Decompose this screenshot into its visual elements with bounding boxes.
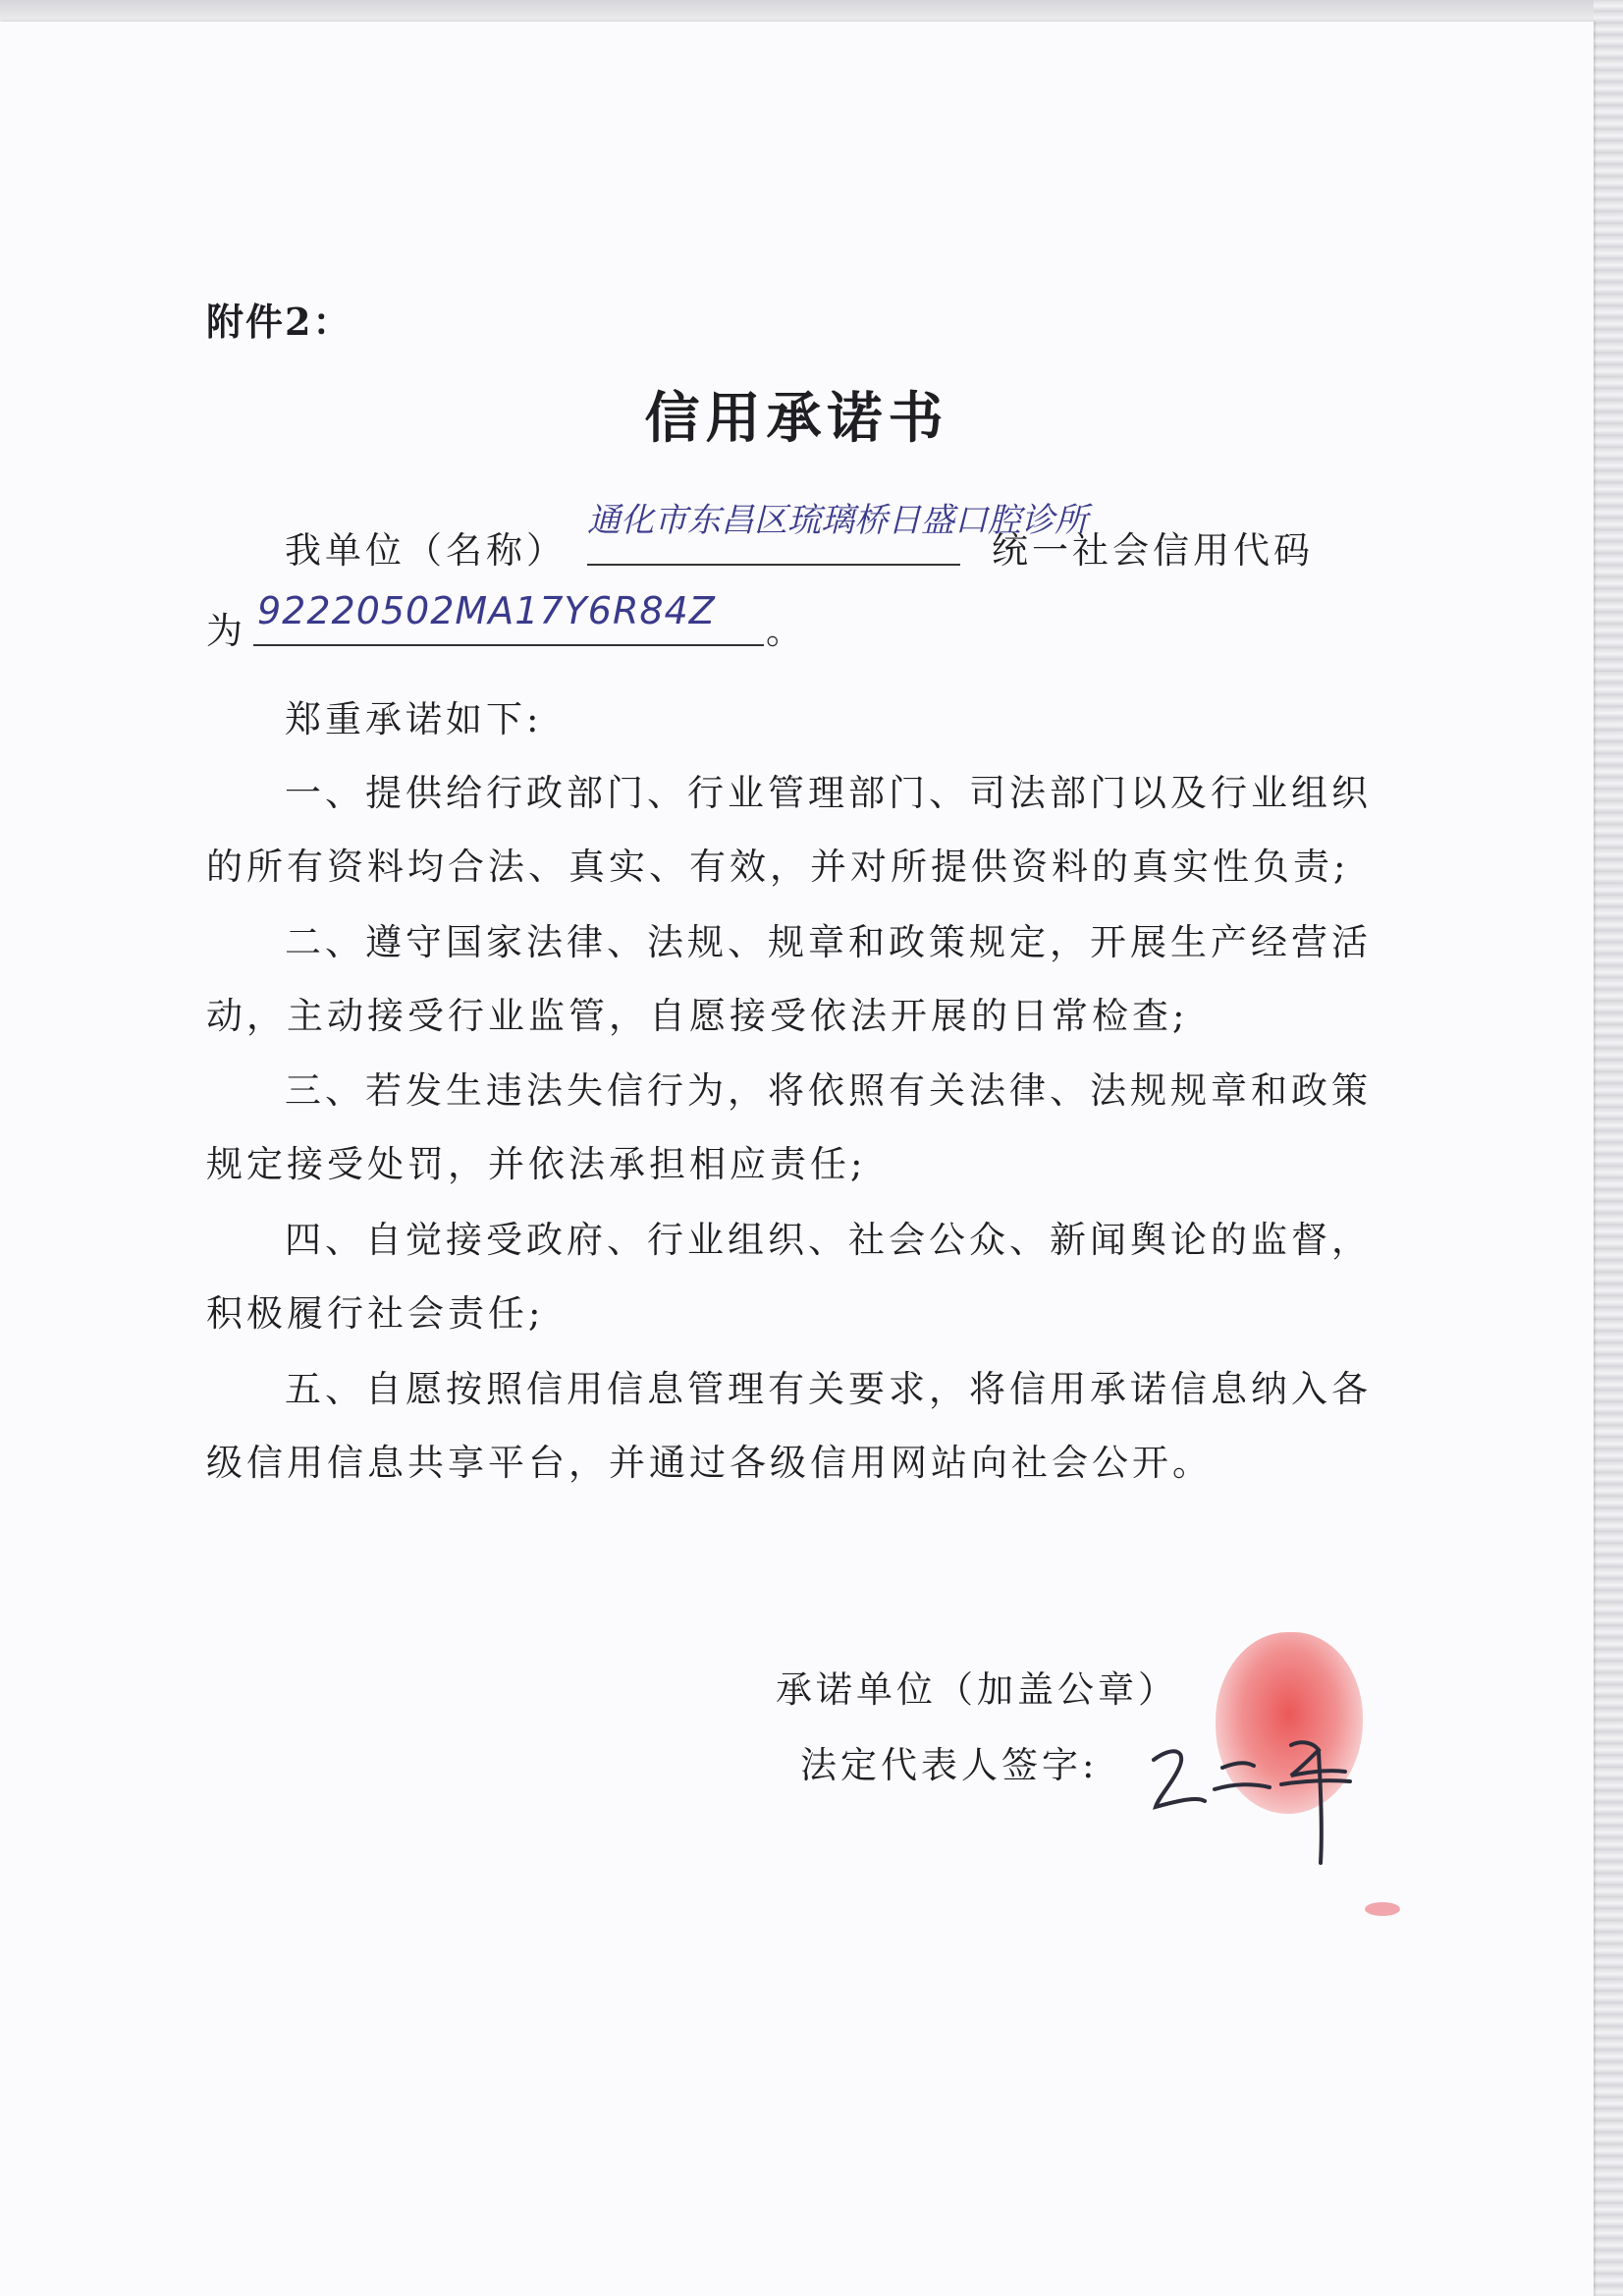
scan-edge-top [0, 0, 1623, 22]
clause-5-line-1: 五、自愿按照信用信息管理有关要求，将信用承诺信息纳入各 [285, 1368, 1372, 1410]
unit-name-underline [587, 564, 960, 566]
clause-3-line-1: 三、若发生违法失信行为，将依照有关法律、法规规章和政策 [285, 1069, 1372, 1112]
clause-4-line-2: 积极履行社会责任; [206, 1292, 545, 1335]
credit-code-handwritten: 92220502MA17Y6R84Z [257, 589, 716, 632]
clause-3-line-2: 规定接受处罚，并依法承担相应责任; [206, 1143, 867, 1185]
code-prefix: 为 [206, 610, 246, 652]
code-end: 。 [766, 610, 806, 652]
red-ink-dot [1365, 1902, 1400, 1916]
clause-2-line-2: 动，主动接受行业监管，自愿接受依法开展的日常检查; [206, 995, 1189, 1037]
clause-4-line-1: 四、自觉接受政府、行业组织、社会公众、新闻舆论的监督， [285, 1219, 1372, 1261]
credit-code-label: 统一社会信用代码 [992, 529, 1314, 572]
handwritten-signature [1144, 1691, 1370, 1868]
clause-2-line-1: 二、遵守国家法律、法规、规章和政策规定，开展生产经营活 [285, 921, 1372, 963]
document-page [0, 22, 1594, 2296]
scan-edge-right [1594, 0, 1623, 2296]
document-title: 信用承诺书 [644, 386, 949, 451]
intro-prefix: 我单位（名称） [285, 529, 567, 572]
promising-unit-label: 承诺单位（加盖公章） [776, 1668, 1178, 1711]
promise-intro: 郑重承诺如下: [285, 698, 543, 740]
clause-1-line-1: 一、提供给行政部门、行业管理部门、司法部门以及行业组织 [285, 772, 1372, 814]
legal-rep-signature-label: 法定代表人签字: [800, 1744, 1099, 1786]
clause-5-line-2: 级信用信息共享平台，并通过各级信用网站向社会公开。 [206, 1442, 1213, 1484]
clause-1-line-2: 的所有资料均合法、真实、有效，并对所提供资料的真实性负责; [206, 846, 1350, 888]
unit-name-handwritten: 通化市东昌区琉璃桥日盛口腔诊所 [587, 501, 1088, 540]
annex-label: 附件2： [206, 300, 352, 344]
credit-code-underline [253, 644, 764, 646]
